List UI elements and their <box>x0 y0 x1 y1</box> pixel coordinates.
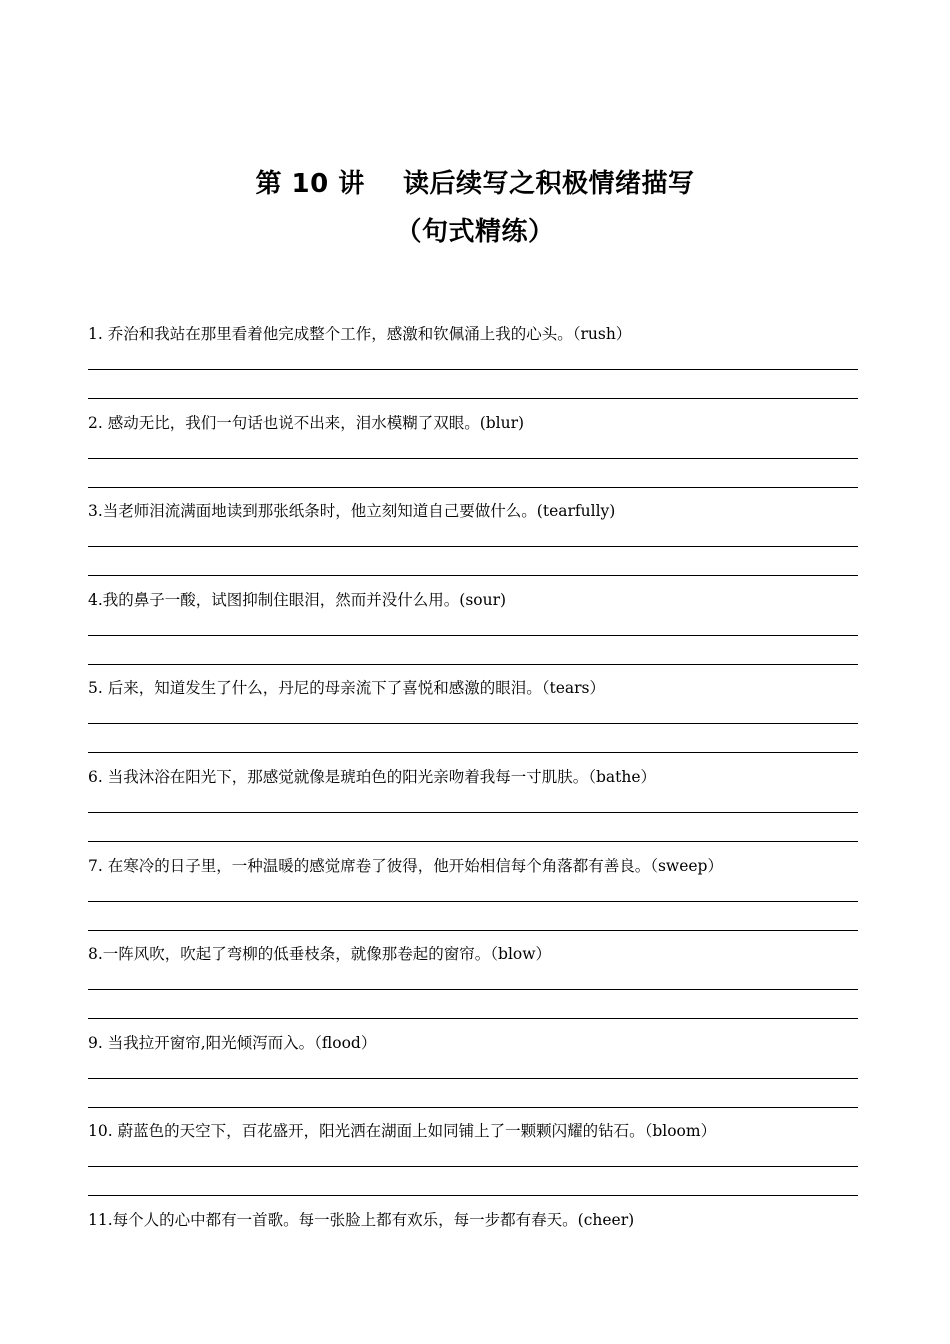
answer-line[interactable] <box>88 1018 858 1019</box>
question-prompt: 6. 当我沐浴在阳光下，那感觉就像是琥珀色的阳光亲吻着我每一寸肌肤。（bathe） <box>88 767 657 786</box>
answer-line[interactable] <box>88 1107 858 1108</box>
question-item <box>88 582 858 671</box>
question-prompt: 11.每个人的心中都有一首歌。每一张脸上都有欢乐，每一步都有春天。(cheer) <box>88 1210 635 1229</box>
question-item <box>88 316 858 405</box>
answer-line[interactable] <box>88 458 858 459</box>
question-prompt: 8.一阵风吹，吹起了弯柳的低垂枝条，就像那卷起的窗帘。（blow） <box>88 945 552 964</box>
answer-line[interactable] <box>88 930 858 931</box>
title-block <box>0 160 950 256</box>
answer-line[interactable] <box>88 398 858 399</box>
answer-line[interactable] <box>88 487 858 488</box>
question-item <box>88 759 858 848</box>
answer-line[interactable] <box>88 752 858 753</box>
question-prompt: 2. 感动无比，我们一句话也说不出来，泪水模糊了双眼。(blur) <box>88 413 525 432</box>
question-prompt: 1. 乔治和我站在那里看着他完成整个工作，感激和钦佩涌上我的心头。（rush） <box>88 325 632 343</box>
answer-line[interactable] <box>88 664 858 665</box>
answer-line[interactable] <box>88 989 858 990</box>
answer-line[interactable] <box>88 1166 858 1167</box>
question-item <box>88 1113 858 1202</box>
question-item <box>88 936 858 1025</box>
question-item <box>88 848 858 937</box>
answer-line[interactable] <box>88 575 858 576</box>
answer-line[interactable] <box>88 1078 858 1079</box>
answer-line[interactable] <box>88 901 858 902</box>
question-prompt: 10. 蔚蓝色的天空下，百花盛开，阳光洒在湖面上如同铺上了一颗颗闪耀的钻石。（bloom） <box>88 1122 717 1141</box>
question-prompt: 5. 后来，知道发生了什么，丹尼的母亲流下了喜悦和感激的眼泪。（tears） <box>88 679 605 698</box>
question-prompt: 9. 当我拉开窗帘,阳光倾泻而入。（flood） <box>88 1033 377 1052</box>
question-item <box>88 1202 858 1291</box>
answer-line[interactable] <box>88 1195 858 1196</box>
question-list <box>88 316 858 1291</box>
answer-line[interactable] <box>88 812 858 813</box>
answer-line[interactable] <box>88 369 858 370</box>
question-item <box>88 670 858 759</box>
question-item <box>88 1025 858 1114</box>
answer-line[interactable] <box>88 841 858 842</box>
page-title: 第 10 讲 读后续写之积极情绪描写 <box>255 169 695 199</box>
question-item <box>88 493 858 582</box>
question-prompt: 7. 在寒冷的日子里，一种温暖的感觉席卷了彼得，他开始相信每个角落都有善良。（sweep） <box>88 856 723 875</box>
question-prompt: 3.当老师泪流满面地读到那张纸条时，他立刻知道自己要做什么。(tearfully) <box>88 502 616 521</box>
question-item <box>88 405 858 494</box>
answer-line[interactable] <box>88 635 858 636</box>
page-subtitle: （句式精练） <box>395 217 555 247</box>
answer-line[interactable] <box>88 723 858 724</box>
answer-line[interactable] <box>88 546 858 547</box>
question-prompt: 4.我的鼻子一酸，试图抑制住眼泪，然而并没什么用。(sour) <box>88 590 507 609</box>
